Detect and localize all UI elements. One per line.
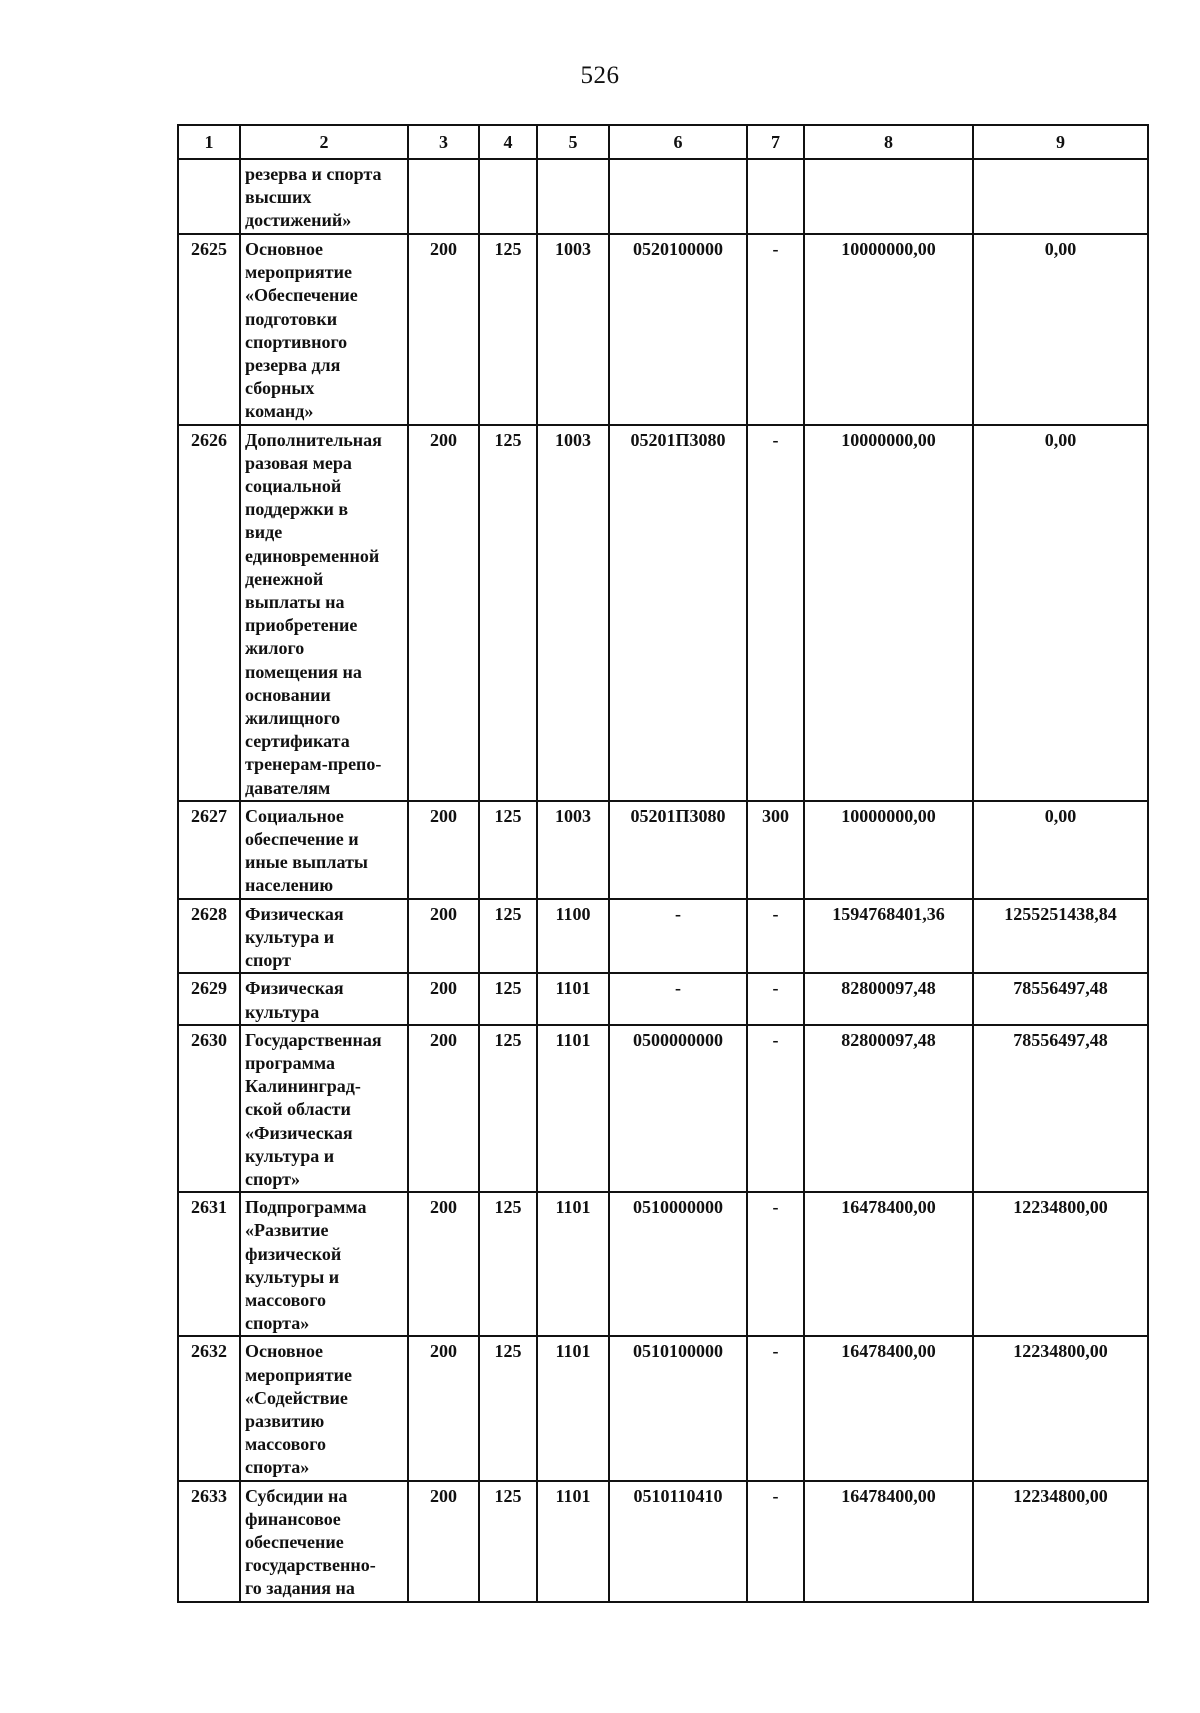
row-number-cell: 2628: [178, 899, 240, 974]
expense-type-cell: -: [747, 1025, 804, 1192]
code-cell: 200: [408, 801, 479, 899]
row-number-cell: 2633: [178, 1481, 240, 1602]
target-article-cell: [609, 159, 747, 234]
section-code-cell: 1101: [537, 1336, 609, 1480]
column-header: 1: [178, 125, 240, 159]
table-row: [178, 159, 1148, 234]
code-cell: 125: [479, 234, 537, 425]
table-row: [178, 1192, 1148, 1336]
amount-cell: 0,00: [973, 234, 1148, 425]
page-number: 526: [580, 62, 620, 89]
amount-cell: 12234800,00: [973, 1481, 1148, 1602]
amount-cell: 1594768401,36: [804, 899, 973, 974]
column-header: 5: [537, 125, 609, 159]
amount-cell: 78556497,48: [973, 973, 1148, 1024]
header-row: [178, 125, 1148, 159]
row-number-cell: 2625: [178, 234, 240, 425]
code-cell: 200: [408, 1481, 479, 1602]
section-code-cell: 1003: [537, 801, 609, 899]
row-number-cell: [178, 159, 240, 234]
amount-cell: 12234800,00: [973, 1336, 1148, 1480]
section-code-cell: 1101: [537, 1192, 609, 1336]
amount-cell: 16478400,00: [804, 1481, 973, 1602]
table-row: [178, 1025, 1148, 1192]
target-article-cell: 0510000000: [609, 1192, 747, 1336]
item-name-cell: Подпрограмма «Развитие физической культуры и массового спорта»: [240, 1192, 408, 1336]
table-row: [178, 1336, 1148, 1480]
item-name-cell: Основное мероприятие «Обеспечение подготовки спортивного резерва для сборных команд»: [240, 234, 408, 425]
table-row: [178, 234, 1148, 425]
item-name-cell: Физическая культура и спорт: [240, 899, 408, 974]
code-cell: 200: [408, 1336, 479, 1480]
row-number-cell: 2627: [178, 801, 240, 899]
code-cell: 200: [408, 973, 479, 1024]
item-name-cell: Субсидии на финансовое обеспечение государственно- го задания на: [240, 1481, 408, 1602]
code-cell: 125: [479, 1192, 537, 1336]
target-article-cell: -: [609, 973, 747, 1024]
item-name-cell: Физическая культура: [240, 973, 408, 1024]
code-cell: 200: [408, 1192, 479, 1336]
section-code-cell: 1101: [537, 1025, 609, 1192]
section-code-cell: [537, 159, 609, 234]
code-cell: 200: [408, 425, 479, 801]
code-cell: 125: [479, 899, 537, 974]
section-code-cell: 1101: [537, 1481, 609, 1602]
row-number-cell: 2626: [178, 425, 240, 801]
amount-cell: 16478400,00: [804, 1336, 973, 1480]
table-row: [178, 973, 1148, 1024]
column-header: 6: [609, 125, 747, 159]
row-number-cell: 2631: [178, 1192, 240, 1336]
item-name-cell: Основное мероприятие «Содействие развитию массового спорта»: [240, 1336, 408, 1480]
amount-cell: 12234800,00: [973, 1192, 1148, 1336]
amount-cell: 78556497,48: [973, 1025, 1148, 1192]
target-article-cell: 0510100000: [609, 1336, 747, 1480]
expense-type-cell: -: [747, 234, 804, 425]
code-cell: 125: [479, 1025, 537, 1192]
section-code-cell: 1100: [537, 899, 609, 974]
target-article-cell: 05201П3080: [609, 801, 747, 899]
row-number-cell: 2629: [178, 973, 240, 1024]
expense-type-cell: -: [747, 899, 804, 974]
expense-type-cell: -: [747, 425, 804, 801]
amount-cell: 16478400,00: [804, 1192, 973, 1336]
expense-type-cell: 300: [747, 801, 804, 899]
table-row: [178, 1481, 1148, 1602]
expense-type-cell: -: [747, 1192, 804, 1336]
target-article-cell: 0520100000: [609, 234, 747, 425]
amount-cell: [973, 159, 1148, 234]
target-article-cell: -: [609, 899, 747, 974]
row-number-cell: 2630: [178, 1025, 240, 1192]
expense-type-cell: -: [747, 1336, 804, 1480]
code-cell: [408, 159, 479, 234]
amount-cell: 10000000,00: [804, 425, 973, 801]
expense-type-cell: -: [747, 1481, 804, 1602]
code-cell: 200: [408, 1025, 479, 1192]
amount-cell: [804, 159, 973, 234]
section-code-cell: 1003: [537, 425, 609, 801]
item-name-cell: резерва и спорта высших достижений»: [240, 159, 408, 234]
amount-cell: 10000000,00: [804, 801, 973, 899]
column-header: 9: [973, 125, 1148, 159]
column-header: 3: [408, 125, 479, 159]
target-article-cell: 0510110410: [609, 1481, 747, 1602]
item-name-cell: Дополнительная разовая мера социальной поддержки в виде единовременной денежной выплаты на приобретение жилого помещения на основании жилищного сертификата тренерам-препо- давателям: [240, 425, 408, 801]
row-number-cell: 2632: [178, 1336, 240, 1480]
target-article-cell: 0500000000: [609, 1025, 747, 1192]
code-cell: 200: [408, 899, 479, 974]
amount-cell: 82800097,48: [804, 973, 973, 1024]
item-name-cell: Государственная программа Калининград- ской области «Физическая культура и спорт»: [240, 1025, 408, 1192]
table-row: [178, 425, 1148, 801]
amount-cell: 82800097,48: [804, 1025, 973, 1192]
amount-cell: 0,00: [973, 425, 1148, 801]
expense-type-cell: [747, 159, 804, 234]
amount-cell: 1255251438,84: [973, 899, 1148, 974]
item-name-cell: Социальное обеспечение и иные выплаты населению: [240, 801, 408, 899]
column-header: 7: [747, 125, 804, 159]
table-row: [178, 899, 1148, 974]
target-article-cell: 05201П3080: [609, 425, 747, 801]
column-header: 2: [240, 125, 408, 159]
budget-table: [177, 124, 1149, 1603]
code-cell: [479, 159, 537, 234]
table-body: [178, 159, 1148, 1602]
expense-type-cell: -: [747, 973, 804, 1024]
table-row: [178, 801, 1148, 899]
amount-cell: 0,00: [973, 801, 1148, 899]
section-code-cell: 1101: [537, 973, 609, 1024]
code-cell: 125: [479, 801, 537, 899]
column-header: 8: [804, 125, 973, 159]
code-cell: 200: [408, 234, 479, 425]
section-code-cell: 1003: [537, 234, 609, 425]
code-cell: 125: [479, 1336, 537, 1480]
column-header: 4: [479, 125, 537, 159]
code-cell: 125: [479, 1481, 537, 1602]
code-cell: 125: [479, 425, 537, 801]
code-cell: 125: [479, 973, 537, 1024]
amount-cell: 10000000,00: [804, 234, 973, 425]
